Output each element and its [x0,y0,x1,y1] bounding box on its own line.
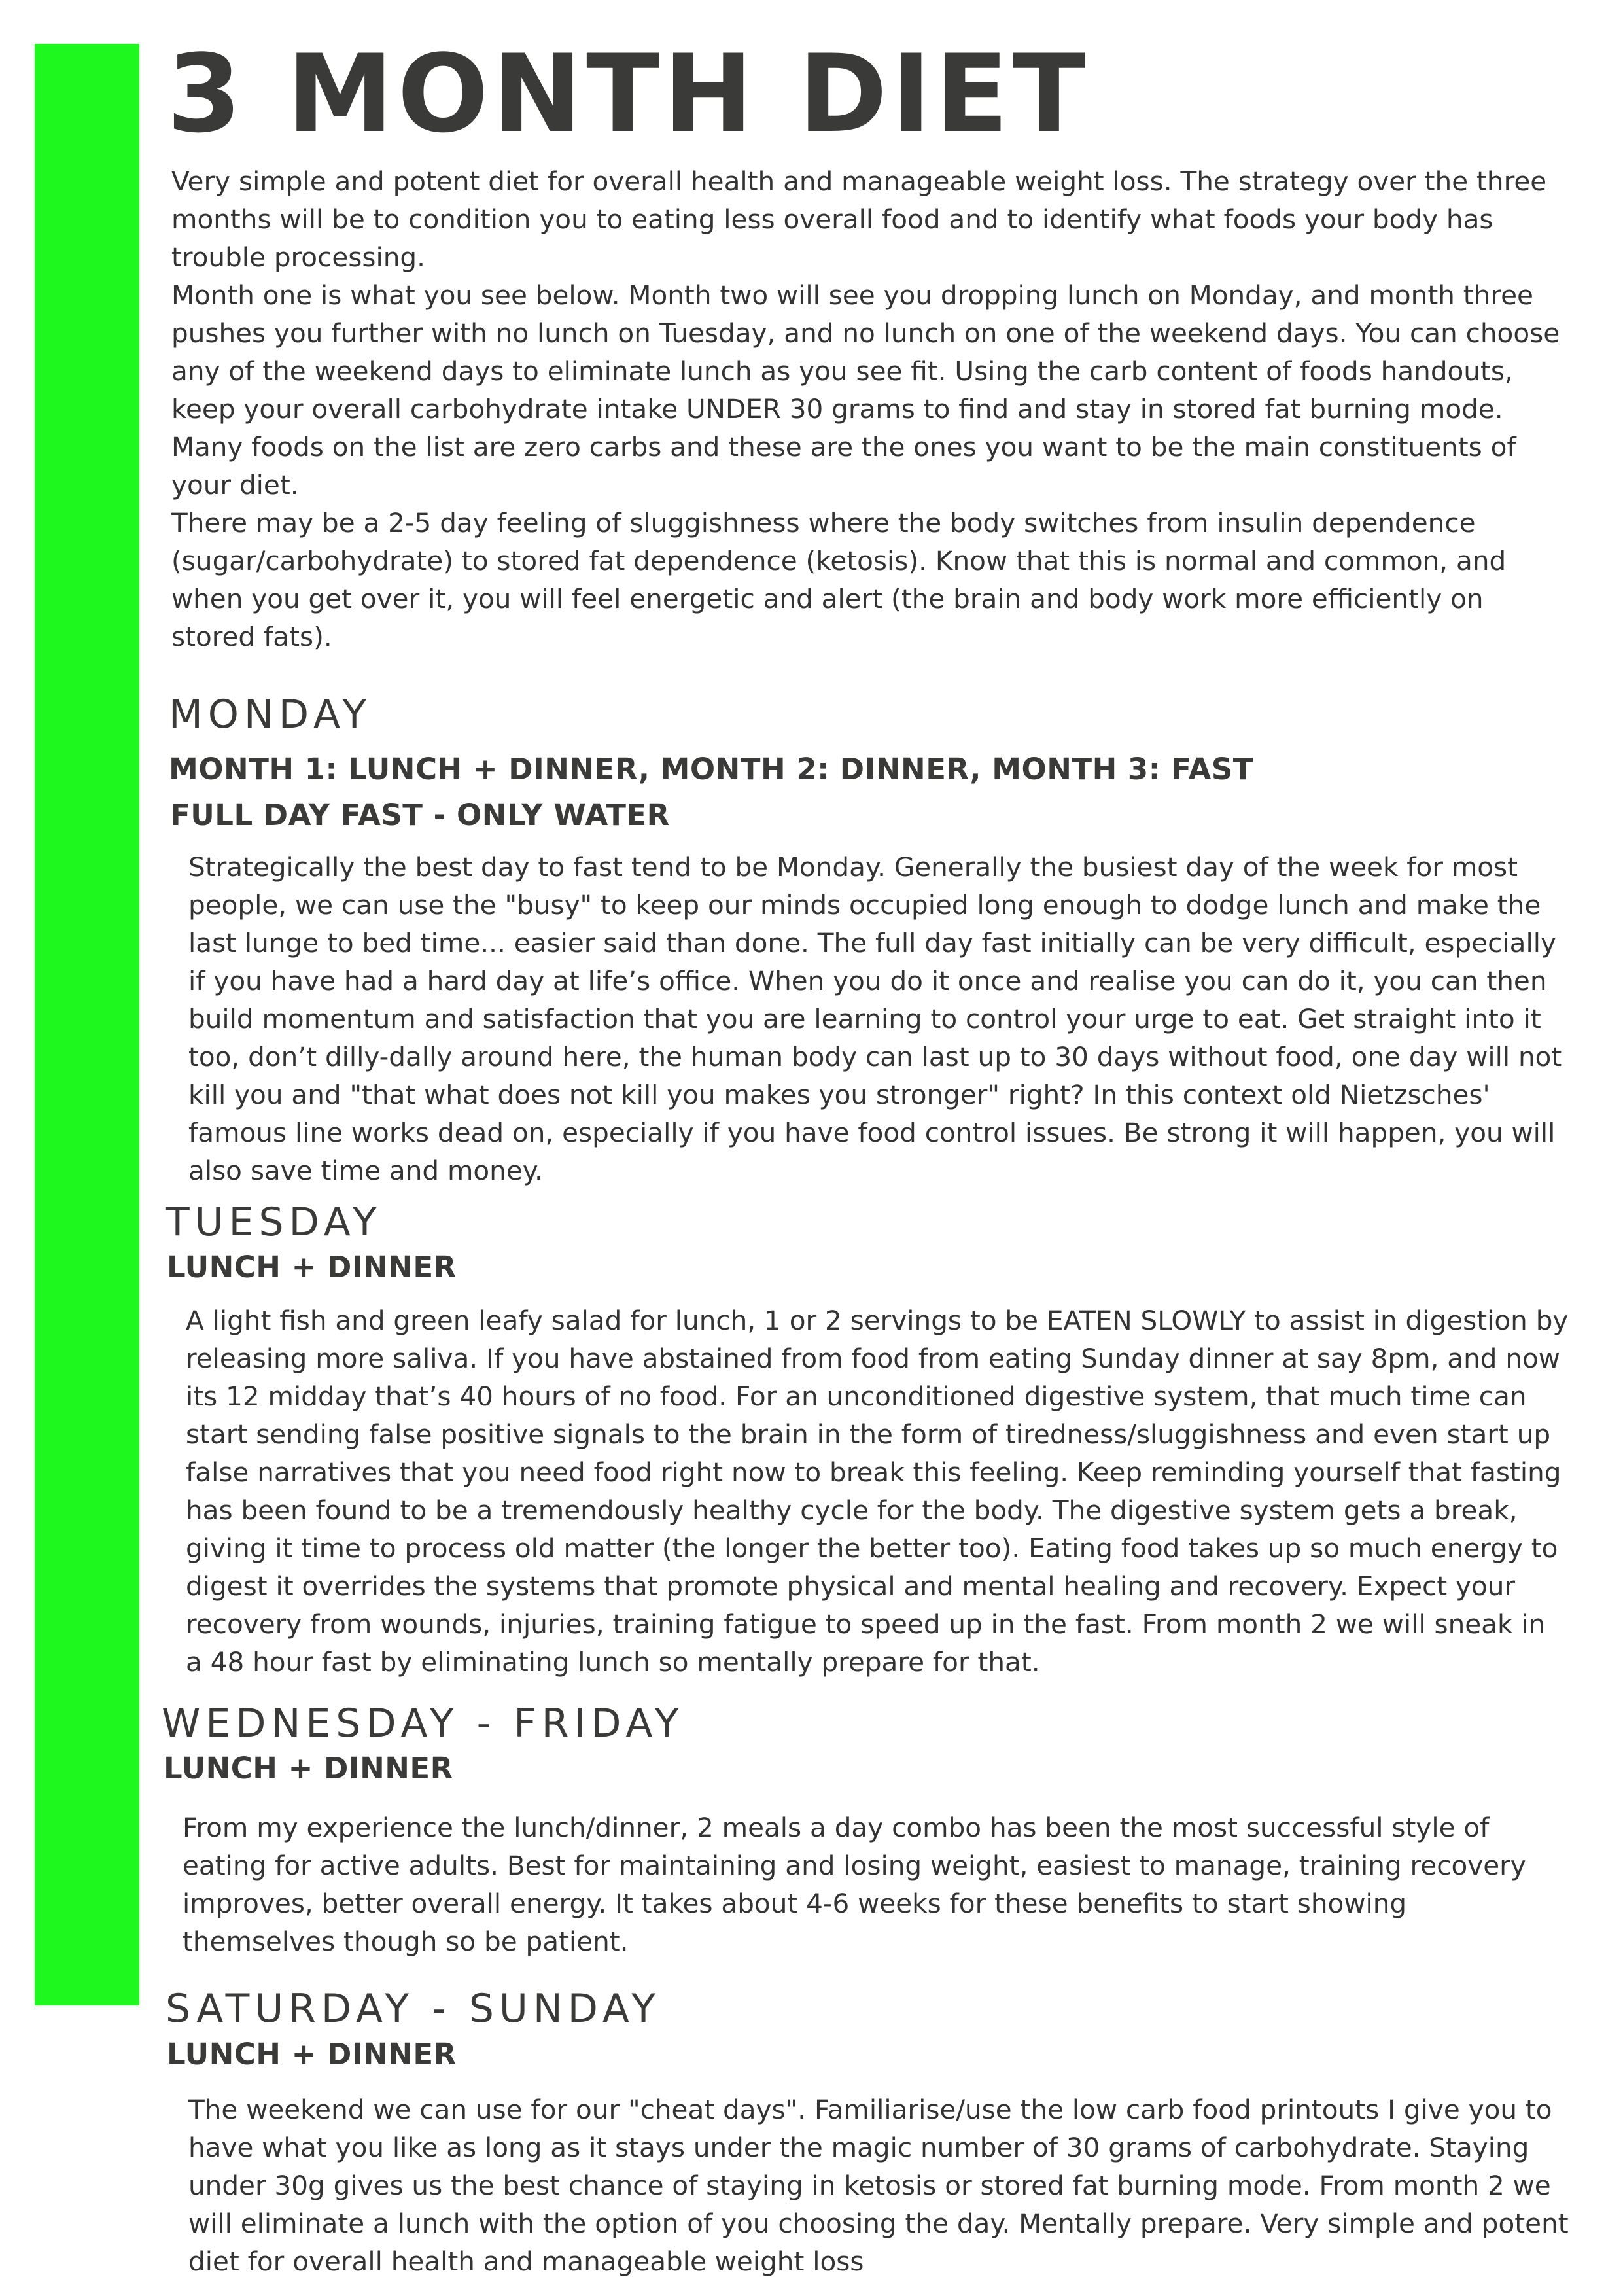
intro-paragraph: There may be a 2-5 day feeling of sluggishness where the body switches from insulin dependence (sugar/carbohydrate) to stored fat dependence (ketosis). Know that this is normal and common, and when you get over it, you will feel energetic and alert (the brain and body work more efficiently on stored fats). [171,507,1507,652]
wednesday-friday-text: From my experience the lunch/dinner, 2 meals a day combo has been the most successful style of eating for active adults. Best for maintaining and losing weight, easiest to manage, training recovery improves, better overall energy. It takes about 4-6 weeks for these benefits to start showing themselves though so be patient. [183,1812,1526,1957]
monday-heading: MONDAY [169,692,372,737]
weekend-text: The weekend we can use for our "cheat days". Familiarise/use the low carb food printouts I give you to have what you like as long as it stays under the magic number of 30 grams of carbohydrate. Staying under 30g gives us the best chance of staying in ketosis or stored fat burning mode. From month 2 we will eliminate a lunch with the option of you choosing the day. Mentally prepare. Very simple and potent diet for overall health and manageable weight loss [188,2094,1569,2277]
weekend-meal: LUNCH + DINNER [167,2037,457,2072]
monday-meal: FULL DAY FAST - ONLY WATER [170,798,670,832]
monday-plan: MONTH 1: LUNCH + DINNER, MONTH 2: DINNER, MONTH 3: FAST [169,752,1253,786]
intro-paragraph: Month one is what you see below. Month two will see you dropping lunch on Monday, and month three pushes you further with no lunch on Tuesday, and no lunch on one of the weekend days. You can choose any of the weekend days to eliminate lunch as you see fit. Using the carb content of foods handouts, keep your overall carbohydrate intake UNDER 30 grams to find and stay in stored fat burning mode. Many foods on the list are zero carbs and these are the ones you want to be the main constituents of your diet. [171,279,1560,501]
weekend-heading: SATURDAY - SUNDAY [166,1986,661,2032]
page-title: 3 MONTH DIET [167,31,1090,156]
tuesday-meal: LUNCH + DINNER [167,1250,457,1284]
monday-text: Strategically the best day to fast tend to be Monday. Generally the busiest day of the week for most people, we can use the "busy" to keep our minds occupied long enough to dodge lunch and make the last lunge to bed time... easier said than done. The full day fast initially can be very difficult, especially if you have had a hard day at life’s office. When you do it once and realise you can do it, you can then build momentum and satisfaction that you are learning to control your urge to eat. Get straight into it too, don’t dilly-dally around here, the human body can last up to 30 days without food, one day will not kill you and "that what does not kill you makes you stronger" right? In this context old Nietzsches' famous line works dead on, especially if you have food control issues. Be strong it will happen, you will also save time and money. [188,851,1562,1186]
green-accent-bar [35,44,139,2005]
tuesday-text: A light fish and green leafy salad for lunch, 1 or 2 servings to be EATEN SLOWLY to assist in digestion by releasing more saliva. If you have abstained from food from eating Sunday dinner at say 8pm, and now its 12 midday that’s 40 hours of no food. For an unconditioned digestive system, that much time can start sending false positive signals to the brain in the form of tiredness/sluggishness and even start up false narratives that you need food right now to break this feeling. Keep reminding yourself that fasting has been found to be a tremendously healthy cycle for the body. The digestive system gets a break, giving it time to process old matter (the longer the better too). Eating food takes up so much energy to digest it overrides the systems that promote physical and mental healing and recovery. Expect your recovery from wounds, injuries, training fatigue to speed up in the fast. From month 2 we will sneak in a 48 hour fast by eliminating lunch so mentally prepare for that. [186,1305,1569,1678]
tuesday-heading: TUESDAY [166,1199,382,1245]
intro-paragraph: Very simple and potent diet for overall health and manageable weight loss. The strategy over the three months will be to condition you to eating less overall food and to identify what foods your body has trouble processing. [171,166,1547,273]
intro-text [171,162,1565,656]
wednesday-friday-heading: WEDNESDAY - FRIDAY [162,1701,684,1746]
wednesday-friday-meal: LUNCH + DINNER [164,1751,453,1786]
